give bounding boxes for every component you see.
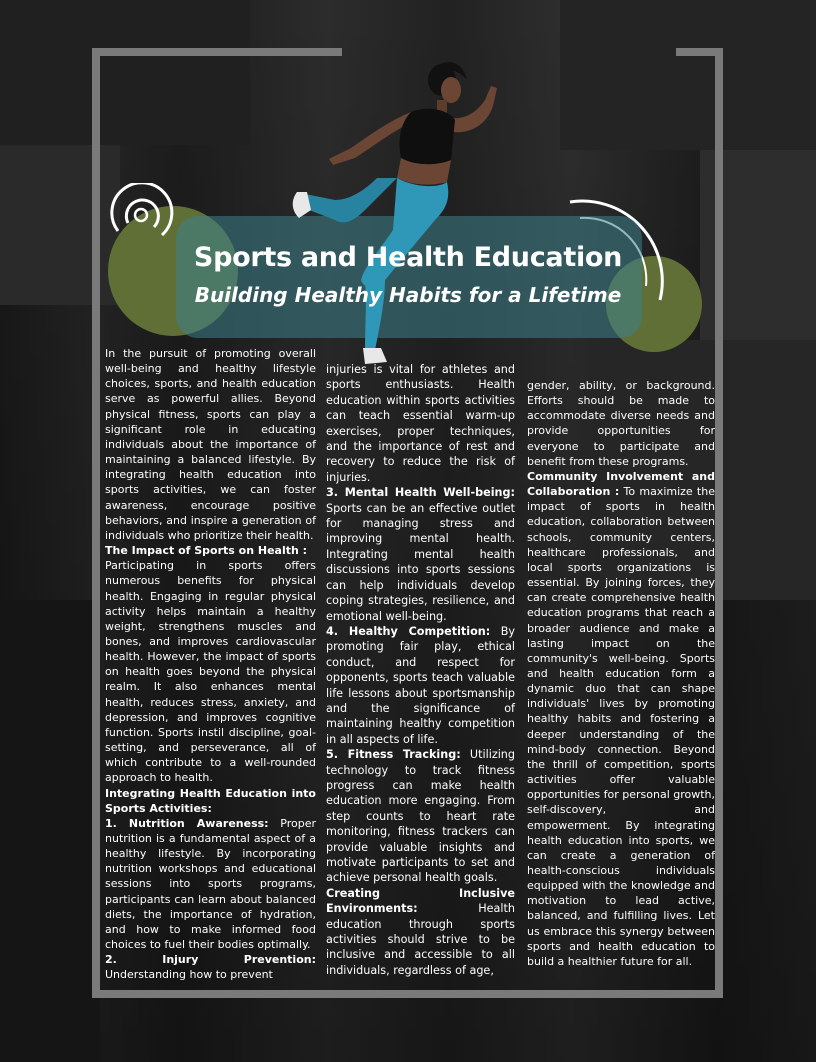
- fitness-paragraph: [326, 747, 515, 886]
- competition-paragraph: [326, 624, 515, 747]
- community-paragraph: [527, 469, 715, 969]
- page-title: Sports and Health Education: [193, 242, 623, 273]
- frame-top-right: [676, 48, 723, 56]
- mental-paragraph: [326, 485, 515, 624]
- target-icon: [106, 183, 176, 249]
- injury-text: Understanding how to prevent: [105, 968, 273, 982]
- intro-paragraph: In the pursuit of promoting overall well-being and healthy lifestyle choices, sports, and health education serve as powerful allies. Beyond physical fitness, sports can play a significant role in educating individuals about the importance of maintaining a balanced lifestyle. By integrating health education into sports activities, we can foster awareness, encourage positive behaviors, and inspire a generation of individuals who prioritize their health.: [105, 347, 316, 542]
- heading-impact: [105, 543, 316, 558]
- heading-injury: 2. Injury Prevention:: [105, 953, 316, 967]
- heading-integrating-text: Integrating Health Education into Sports Activities:: [105, 786, 316, 815]
- injury-cont-paragraph: injuries is vital for athletes and sports enthusiasts. Health education within sports activities can teach essential warm-up exercises, proper techniques, and the importance of rest and recovery to reduce the risk of injuries.: [326, 363, 515, 484]
- bg-tile: [560, 0, 816, 150]
- heading-impact-text: The Impact of Sports on Health :: [105, 544, 308, 558]
- heading-mental: 3. Mental Health Well-being:: [326, 486, 515, 500]
- competition-text: By promoting fair play, ethical conduct, and respect for opponents, sports teach valuable life lessons about sportsmanship and the significance of maintaining healthy competition in all aspects of life.: [326, 624, 515, 746]
- runner-image: [215, 50, 515, 380]
- fitness-text: Utilizing technology to track fitness progress can make health education more engaging. From step counts to heart rate monitoring, fitness trackers can provide valuable insights and motivate participants to set and achieve personal health goals.: [326, 748, 515, 885]
- impact-paragraph: Participating in sports offers numerous benefits for physical health. Engaging in regular physical activity helps maintain a healthy weight, strengthens muscles and bones, and improves cardiovascular health. However, the impact of sports on health goes beyond the physical realm. It also enhances mental health, reduces stress, anxiety, and depression, and improves cognitive function. Sports instil discipline, goal-setting, and perseverance, all of which contribute to a well-rounded approach to health.: [105, 559, 316, 785]
- heading-inclusive: Creating Inclusive Environments:: [326, 886, 515, 916]
- mental-text: Sports can be an effective outlet for managing stress and improving mental health. Integrating mental health discussions into sports sessions can help individuals develop coping strategies, resilience, and emotional well-being.: [326, 501, 515, 623]
- column-1: [105, 346, 316, 983]
- heading-integrating: [105, 786, 316, 816]
- heading-community: Community Involvement and Collaboration :: [527, 469, 715, 499]
- bg-tile: [0, 0, 250, 145]
- inclusive-cont-paragraph: gender, ability, or background. Efforts should be made to accommodate diverse needs and provide opportunities for everyone to participate and benefit from these programs.: [527, 379, 715, 468]
- frame-right: [715, 48, 723, 998]
- nutrition-text: Proper nutrition is a fundamental aspect of a healthy lifestyle. By incorporating nutrition workshops and educational sessions into sports programs, participants can learn about balanced diets, the importance of hydration, and how to make informed food choices to fuel their bodies optimally.: [105, 816, 316, 952]
- column-2: [326, 362, 515, 978]
- inclusive-text: Health education through sports activities should strive to be inclusive and accessible to all individuals, regardless of age,: [326, 902, 515, 977]
- bg-tile: [0, 600, 100, 1062]
- column-3: [527, 378, 715, 969]
- heading-fitness: 5. Fitness Tracking:: [326, 748, 461, 762]
- nutrition-paragraph: [105, 816, 316, 952]
- bg-tile: [0, 145, 120, 305]
- page-subtitle: Building Healthy Habits for a Lifetime: [194, 283, 622, 307]
- frame-left: [92, 48, 100, 998]
- frame-bottom: [92, 990, 723, 998]
- injury-paragraph: [105, 952, 316, 982]
- community-text: To maximize the impact of sports in health education, collaboration between schools, community centers, healthcare professionals, and local sports organizations is essential. By joining forces, they can create comprehensive health education programs that reach a broader audience and make a lasting impact on the community's well-being. Sports and health education form a dynamic duo that can shape individuals' lives by promoting healthy habits and fostering a deeper understanding of the mind-body connection. Beyond the thrill of competition, sports activities offer valuable opportunities for personal growth, self-discovery, and empowerment. By integrating health education into sports, we can create a generation of health-conscious individuals equipped with the knowledge and motivation to lead active, balanced, and fulfilling lives. Let us embrace this synergy between sports and health education to build a healthier future for all.: [527, 485, 716, 968]
- heading-competition: 4. Healthy Competition:: [326, 624, 491, 638]
- inclusive-paragraph: [326, 886, 515, 978]
- heading-nutrition: 1. Nutrition Awareness:: [105, 816, 269, 830]
